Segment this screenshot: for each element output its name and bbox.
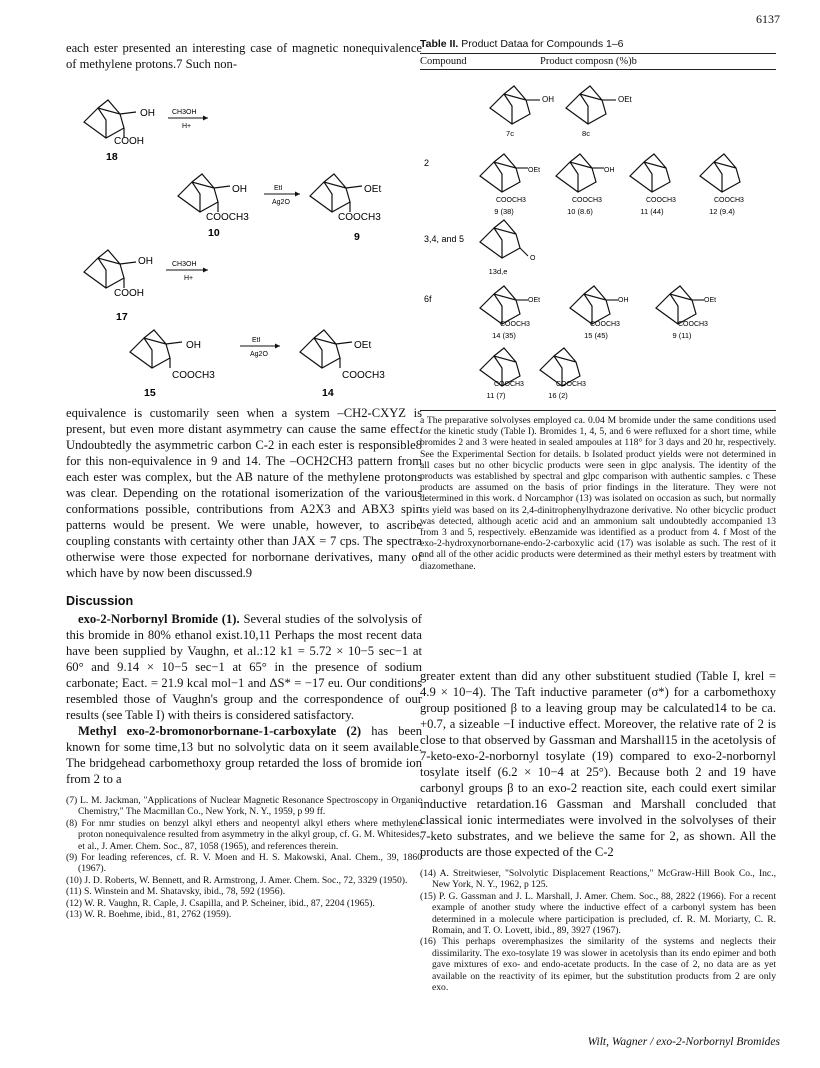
footnote-16: (16) This perhaps overemphasizes the similarity of the systems and neglects their dissimilarity. The exo-tosylate 19 was slower in acetolysis than its endo epimer and both gave mixtures of exo- and endo-acetate products. In the case of 2, no data are as yet available on the reactivity of its epimer, but the substitution products from 2 are only exo. [420, 936, 776, 994]
footnote-15: (15) P. G. Gassman and J. L. Marshall, J. Amer. Chem. Soc., 88, 2822 (1966). For a recent example of another study where the inductive effect of a carbonyl system has been determined in a molecule where participation is precluded, cf. R. M. Moriarty, C. R. Romain, and T. O. Lovett, ibid., 89, 3927 (1967). [420, 890, 776, 937]
svg-text:COOCH3: COOCH3 [556, 381, 586, 388]
discussion-p1 [66, 611, 422, 723]
row-label-2: 2 [424, 158, 430, 168]
product-13: 13d,e [488, 267, 508, 276]
svg-text:EtI: EtI [252, 337, 261, 344]
svg-text:OEt: OEt [704, 297, 717, 304]
row-label-6: 6f [424, 294, 432, 304]
structure-18 [84, 100, 136, 138]
svg-text:OEt: OEt [528, 297, 541, 304]
reagent-eti: EtI [274, 185, 283, 192]
left-column-lower [66, 405, 422, 920]
product-11b: 11 (7) [486, 391, 506, 400]
structure-9 [310, 174, 362, 212]
structure-10 [178, 174, 230, 212]
structure-15 [130, 330, 182, 368]
col-compound: Compound [420, 56, 467, 67]
product-9b: 9 (11) [672, 331, 692, 340]
reagent-h: H+ [182, 123, 192, 130]
svg-text:COOCH3: COOCH3 [496, 197, 526, 204]
svg-text:COOCH3: COOCH3 [590, 321, 620, 328]
svg-text:CH3OH: CH3OH [172, 261, 197, 268]
svg-text:OH: OH [186, 340, 201, 351]
svg-text:COOCH3: COOCH3 [678, 321, 708, 328]
table-title: Table II. Product Dataa for Compounds 1–6 [420, 38, 624, 50]
structure-14 [300, 330, 352, 368]
structure-17 [84, 250, 136, 288]
compound-9: 9 [354, 231, 360, 243]
svg-text:COOCH3: COOCH3 [338, 212, 381, 223]
svg-text:H+: H+ [184, 275, 194, 282]
oh-label: OH [140, 108, 155, 119]
product-14: 14 (35) [492, 331, 516, 340]
discussion-p2 [66, 723, 422, 787]
footnote-9: (9) For leading references, cf. R. V. Moen and H. S. Makowski, Anal. Chem., 39, 1860 (1967). [66, 852, 422, 875]
footnote-14: (14) A. Streitwieser, "Solvolytic Displacement Reactions," McGraw-Hill Book Co., Inc., New York, N. Y., 1962, p 125. [420, 868, 776, 891]
svg-text:OEt: OEt [618, 95, 632, 104]
discussion-p1-runin: exo-2-Norbornyl Bromide (1). [78, 612, 240, 626]
svg-text:COOCH3: COOCH3 [714, 197, 744, 204]
svg-text:OH: OH [618, 297, 629, 304]
product-7: 7c [506, 129, 514, 138]
product-15: 15 (45) [584, 331, 608, 340]
left-column [66, 40, 422, 72]
discussion-p2-runin: Methyl exo-2-bromonorbornane-1-carboxylate (2) [78, 724, 362, 738]
product-9: 9 (38) [494, 207, 514, 216]
compound-18: 18 [106, 151, 118, 163]
svg-text:OEt: OEt [354, 340, 372, 351]
table-2 [420, 38, 776, 70]
left-top-text: each ester presented an interesting case of magnetic nonequivalence of methylene protons.7 Such non- [66, 41, 422, 71]
svg-text:OH: OH [232, 184, 247, 195]
reagent-meoh: CH3OH [172, 109, 197, 116]
table-header [420, 54, 776, 69]
table-2-footnotes [420, 410, 776, 572]
product-11: 11 (44) [640, 207, 664, 216]
svg-text:COOCH3: COOCH3 [342, 370, 385, 381]
svg-text:OEt: OEt [364, 184, 382, 195]
svg-text:OH: OH [138, 256, 153, 267]
svg-text:COOCH3: COOCH3 [206, 212, 249, 223]
svg-text:Ag2O: Ag2O [250, 351, 268, 358]
svg-text:COOH: COOH [114, 288, 144, 299]
row-label-3-4-5: 3,4, and 5 [424, 234, 465, 244]
svg-text:COOCH3: COOCH3 [494, 381, 524, 388]
svg-text:OH: OH [542, 95, 554, 104]
compound-10: 10 [208, 227, 220, 239]
discussion-p1-body: Several studies of the solvolysis of this bromide in 80% ethanol exist.10,11 Perhaps the most recent data have been supplied by Vaughn, et al.:12 k1 = 5.72 × 10−5 sec−1 at 60° and 9.14 × 10−5 sec−1 at 65° in the presence of sodium carbonate; Eact. = 21.9 kcal mol−1 and ΔS* = −17 eu. Our conditions resembled those of Vaughn's group and the correspondence of our results (see Table I) with theirs is considered satisfactory. [66, 612, 422, 722]
discussion-p2-body: has been known for some time,13 but no solvolytic data on it seem available. The bridgehead carbomethoxy group retarded the loss of bromide ion from 2 to a [66, 724, 422, 786]
reaction-scheme [60, 84, 420, 404]
compound-14: 14 [322, 387, 334, 399]
footnote-11: (11) S. Winstein and M. Shatavsky, ibid., 78, 592 (1956). [66, 886, 286, 898]
footnote-12: (12) W. R. Vaughn, R. Caple, J. Csapilla, and P. Scheiner, ibid., 87, 2204 (1965). [66, 897, 375, 909]
product-16: 16 (2) [548, 391, 568, 400]
footnote-13: (13) W. R. Boehme, ibid., 81, 2762 (1959). [66, 909, 232, 921]
svg-text:OEt: OEt [528, 167, 541, 174]
svg-text:COOCH3: COOCH3 [500, 321, 530, 328]
product-8: 8c [582, 129, 590, 138]
footnote-10: (10) J. D. Roberts, W. Bennett, and R. Armstrong, J. Amer. Chem. Soc., 72, 3329 (1950). [66, 874, 408, 886]
footnote-8: (8) For nmr studies on benzyl alkyl ethers and neopentyl alkyl ethers where methylene proton nonequivalence resulted from asymmetry in the alkyl group, cf. G. M. Whitesides, et al., J. Amer. Chem. Soc., 87, 1058 (1965), and references therein. [66, 817, 422, 852]
table-2-structures [420, 80, 776, 410]
compound-17: 17 [116, 311, 128, 323]
table-footnote-text: a The preparative solvolyses employed ca. 0.04 M bromide under the same conditions used for the kinetic study (Table I). Bromides 1, 4, 5, and 6 were refluxed for a short time, while bromides 2 and 3 were heated in sealed ampoules at 118° for 3 days and 20 hr, respectively. See the Experimental Section for details. b Isolated product yields were not determined in all cases but no other bicyclic products were seen in glpc analysis. The identity of the products was established by spectral and glpc comparison with authentic samples. c These products are assumed on the basis of prior findings in the literature. They were not determined in this work. d Norcamphor (13) was isolated on occasion as such, but normally its yield was based on its 2,4-dinitrophenylhydrazone derivative. No other bicyclic product was detected, although acetic acid and an ammonium salt undoubtedly accompanied 13 from 3 and 5, respectively. eBenzamide was identified as a product from 4. f Most of the exo-2-hydroxynorbornane-endo-2-carboxylic acid (17) was isolable as such. The rest of it and all of the other acidic products were determined as their methyl esters by treatment with diazomethane. [420, 415, 776, 572]
running-footer: Wilt, Wagner / exo-2-Norbornyl Bromides [587, 1036, 780, 1048]
svg-text:COOCH3: COOCH3 [646, 197, 676, 204]
right-column-lower [420, 668, 776, 993]
discussion-heading: Discussion [66, 594, 134, 608]
cooh-label: COOH [114, 136, 144, 147]
footnote-7: (7) L. M. Jackman, "Applications of Nuclear Magnetic Resonance Spectroscopy in Organic Chemistry," The Macmillan Co., New York, N. Y., 1959, p 99 ff. [66, 795, 422, 818]
reagent-ag2o: Ag2O [272, 199, 290, 206]
svg-text:COOCH3: COOCH3 [572, 197, 602, 204]
right-paragraph: greater extent than did any other substituent studied (Table I, krel = 4.9 × 10−4). The Taft inductive parameter (σ*) for a carbomethoxy group positioned β to a leaving group may be calculated14 to be ca. +0.7, a sizeable −I inductive effect. Moreover, the relative rate of 2 is close to that observed by Gassman and Marshall15 in the acetolysis of 7-keto-exo-2-norbornyl tosylate (19) compared to exo-2-norbornyl tosylate itself (6.2 × 10−4 at 25°). Because both 2 and 19 have carbonyl groups β to an exo-2 reaction site, each could exert similar inductive retardation.16 Gassman and Marshall concluded that classical ionic intermediates were involved in the solvolyses of their 7-keto substrates, and we believe the same for 2, as shown. All the products are those expected of the C-2 [420, 669, 776, 859]
product-12: 12 (9.4) [709, 207, 735, 216]
svg-text:COOCH3: COOCH3 [172, 370, 215, 381]
page-number: 6137 [756, 12, 780, 26]
col-product: Product composn (%)b [540, 56, 637, 67]
left-paragraph-2: equivalence is customarily seen when a system –CH2-CXYZ is present, but even more distant asymmetry can cause the same effect. Undoubtedly the asymmetric carbon C-2 in each ester is responsible8 for this non-equivalence in 9 and 14. The –OCH2CH3 pattern from each ester was complex, but the AB nature of the methylene protons was clear. Depending on the rotational isomerization of the various conformations possible, contributions from A2X3 and ABX3 spin patterns would be present. We were unable, however, to ascribe coupling constants with certainty other than JAX = 7 cps. The spectra otherwise were those expected for norbornane derivatives, many of which have by now been discussed.9 [66, 406, 422, 580]
svg-text:O: O [530, 255, 536, 262]
svg-text:OH: OH [604, 167, 615, 174]
product-10: 10 (8.6) [567, 207, 593, 216]
compound-15: 15 [144, 387, 156, 399]
